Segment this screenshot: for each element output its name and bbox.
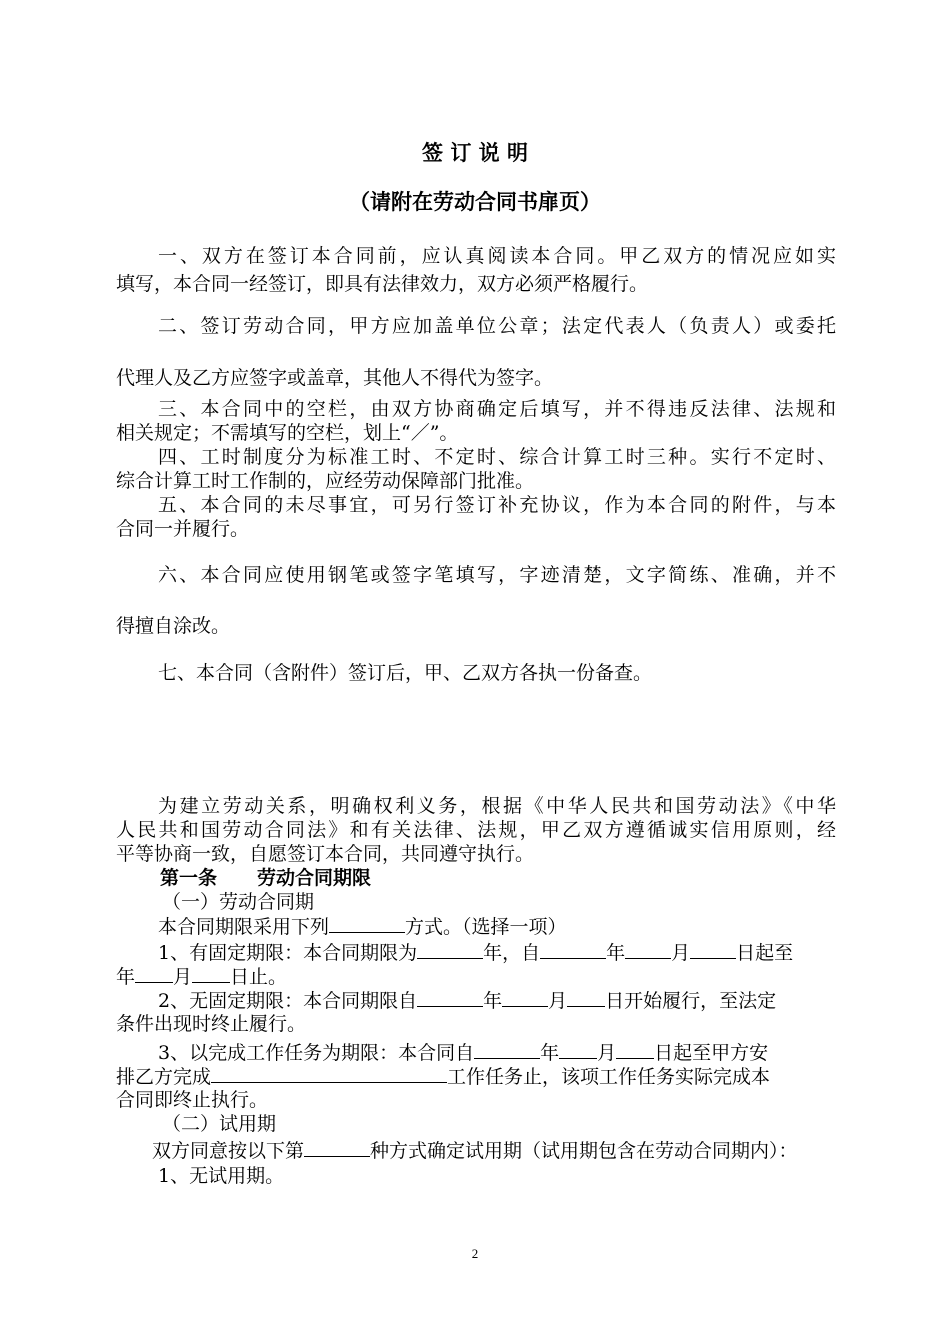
fixed-term-years-blank[interactable] <box>417 940 483 959</box>
instruction-1-line-1: 一、双方在签订本合同前，应认真阅读本合同。甲乙双方的情况应如实 <box>158 245 836 267</box>
instruction-4-line-1: 四、工时制度分为标准工时、不定时、综合计算工时三种。实行不定时、 <box>158 446 836 468</box>
preamble-line-3: 平等协商一致，自愿签订本合同，共同遵守执行。 <box>116 843 535 865</box>
page-subtitle: （请附在劳动合同书扉页） <box>349 190 601 214</box>
option-fixed-term-line-2: 年 月 日止。 <box>116 966 288 988</box>
preamble-line-2: 人民共和国劳动合同法》和有关法律、法规，甲乙双方遵循诚实信用原则，经 <box>116 819 836 841</box>
fixed-start-month-blank[interactable] <box>625 940 671 959</box>
option-task-term-line-3: 合同即终止执行。 <box>116 1089 269 1111</box>
fixed-start-year-blank[interactable] <box>540 940 606 959</box>
instruction-6-line-2: 得擅自涂改。 <box>116 615 231 637</box>
page-title: 签 订 说 明 <box>422 141 528 165</box>
section-probation: （二）试用期 <box>162 1113 277 1135</box>
option-open-term-line-2: 条件出现时终止履行。 <box>116 1013 307 1035</box>
instruction-5-line-2: 合同一并履行。 <box>116 518 250 540</box>
instruction-3-line-1: 三、本合同中的空栏，由双方协商确定后填写，并不得违反法律、法规和 <box>158 398 836 420</box>
instruction-1-line-2: 填写，本合同一经签订，即具有法律效力，双方必须严格履行。 <box>116 273 649 295</box>
task-start-month-blank[interactable] <box>559 1040 597 1059</box>
fixed-start-day-blank[interactable] <box>690 940 736 959</box>
task-description-blank[interactable] <box>211 1064 447 1083</box>
contract-type-choice: 本合同期限采用下列 方式。（选择一项） <box>158 916 567 938</box>
instruction-2-line-1: 二、签订劳动合同，甲方应加盖单位公章；法定代表人（负责人）或委托 <box>158 315 836 337</box>
option-task-term-line-1: 3、以完成工作任务为期限：本合同自 年 月 日起至甲方安 <box>158 1042 769 1064</box>
open-start-day-blank[interactable] <box>567 988 605 1007</box>
section-contract-term: （一）劳动合同期 <box>162 891 315 913</box>
task-start-day-blank[interactable] <box>616 1040 654 1059</box>
fixed-end-month-blank[interactable] <box>192 964 230 983</box>
open-start-year-blank[interactable] <box>417 988 483 1007</box>
contract-type-blank[interactable] <box>329 914 405 933</box>
probation-choice: 双方同意按以下第 种方式确定试用期（试用期包含在劳动合同期内）： <box>152 1140 798 1162</box>
option-open-term-line-1: 2、无固定期限：本合同期限自 年 月 日开始履行，至法定 <box>158 990 777 1012</box>
article-1-title: 劳动合同期限 <box>257 867 372 889</box>
article-1-heading <box>160 866 880 890</box>
option-task-term-line-2: 排乙方完成 工作任务止，该项工作任务实际完成本 <box>116 1066 771 1088</box>
article-1-number: 第一条 <box>160 867 218 889</box>
probation-option-1: 1、无试用期。 <box>158 1165 285 1187</box>
task-start-year-blank[interactable] <box>474 1040 540 1059</box>
instruction-7: 七、本合同（含附件）签订后，甲、乙双方各执一份备查。 <box>158 662 653 684</box>
fixed-end-year-blank[interactable] <box>135 964 173 983</box>
option-fixed-term-line-1: 1、有固定期限：本合同期限为 年，自 年 月 日起至 <box>158 942 794 964</box>
probation-option-blank[interactable] <box>304 1138 370 1157</box>
instruction-4-line-2: 综合计算工时工作制的，应经劳动保障部门批准。 <box>116 470 535 492</box>
instruction-3-line-2: 相关规定；不需填写的空栏，划上“／”。 <box>116 422 459 444</box>
open-start-month-blank[interactable] <box>502 988 548 1007</box>
page-number: 2 <box>471 1246 479 1261</box>
preamble-line-1: 为建立劳动关系，明确权利义务，根据《中华人民共和国劳动法》《中华 <box>158 795 836 817</box>
instruction-5-line-1: 五、本合同的未尽事宜，可另行签订补充协议，作为本合同的附件，与本 <box>158 494 836 516</box>
instruction-6-line-1: 六、本合同应使用钢笔或签字笔填写，字迹清楚，文字简练、准确，并不 <box>158 564 836 586</box>
instruction-2-line-2: 代理人及乙方应签字或盖章，其他人不得代为签字。 <box>116 367 554 389</box>
